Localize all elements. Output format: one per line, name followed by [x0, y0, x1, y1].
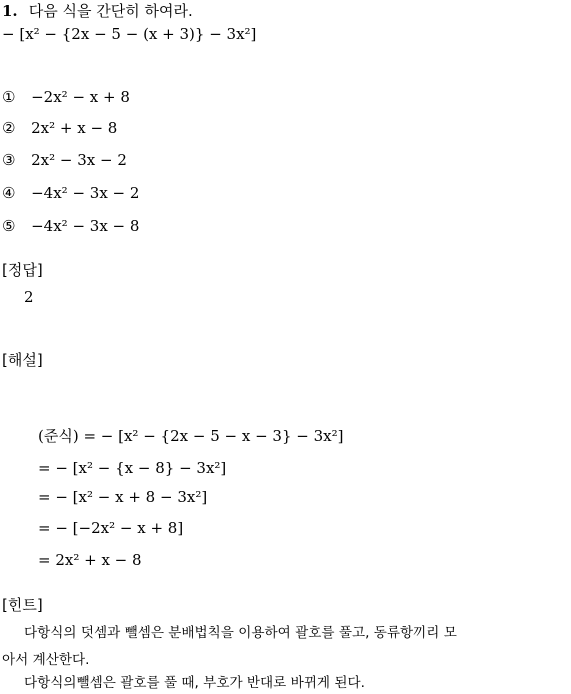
- choice-text: −4x² − 3x − 2: [31, 184, 140, 202]
- choice-text: 2x² + x − 8: [31, 119, 118, 137]
- choice-4: [2, 185, 139, 201]
- explanation-step-3: = − [x² − x + 8 − 3x²]: [38, 488, 208, 506]
- answer-value: 2: [24, 288, 34, 306]
- question-text: 다음 식을 간단히 하여라.: [28, 2, 193, 20]
- choice-marker: ③: [2, 151, 16, 169]
- explanation-step-2: = − [x² − {x − 8} − 3x²]: [38, 459, 227, 477]
- choice-3: [2, 152, 127, 168]
- choice-marker: ⑤: [2, 217, 16, 235]
- explanation-step-4: = − [−2x² − x + 8]: [38, 519, 184, 537]
- choice-2: [2, 120, 117, 136]
- explanation-label: [해설]: [2, 351, 43, 369]
- choice-marker: ②: [2, 119, 16, 137]
- hint-line-3: 다항식의뺄셈은 괄호를 풀 때, 부호가 반대로 바뀌게 된다.: [24, 675, 365, 691]
- question-expression: − [x² − {2x − 5 − (x + 3)} − 3x²]: [2, 25, 257, 43]
- hint-label: [힌트]: [2, 596, 43, 614]
- choice-marker: ④: [2, 184, 16, 202]
- choice-5: [2, 218, 139, 234]
- choice-text: −4x² − 3x − 8: [31, 217, 140, 235]
- answer-label: [정답]: [2, 261, 43, 279]
- choice-text: −2x² − x + 8: [31, 88, 130, 106]
- explanation-step-5: = 2x² + x − 8: [38, 551, 142, 569]
- hint-line-1: 다항식의 덧셈과 뺄셈은 분배법칙을 이용하여 괄호를 풀고, 동류항끼리 모: [24, 625, 457, 641]
- hint-line-2: 아서 계산한다.: [2, 652, 90, 668]
- explanation-step-1: (준식) = − [x² − {2x − 5 − x − 3} − 3x²]: [38, 427, 344, 445]
- question-header: [2, 3, 193, 19]
- question-number: 1.: [2, 2, 18, 20]
- choice-text: 2x² − 3x − 2: [31, 151, 127, 169]
- choice-marker: ①: [2, 88, 16, 106]
- choice-1: [2, 89, 130, 105]
